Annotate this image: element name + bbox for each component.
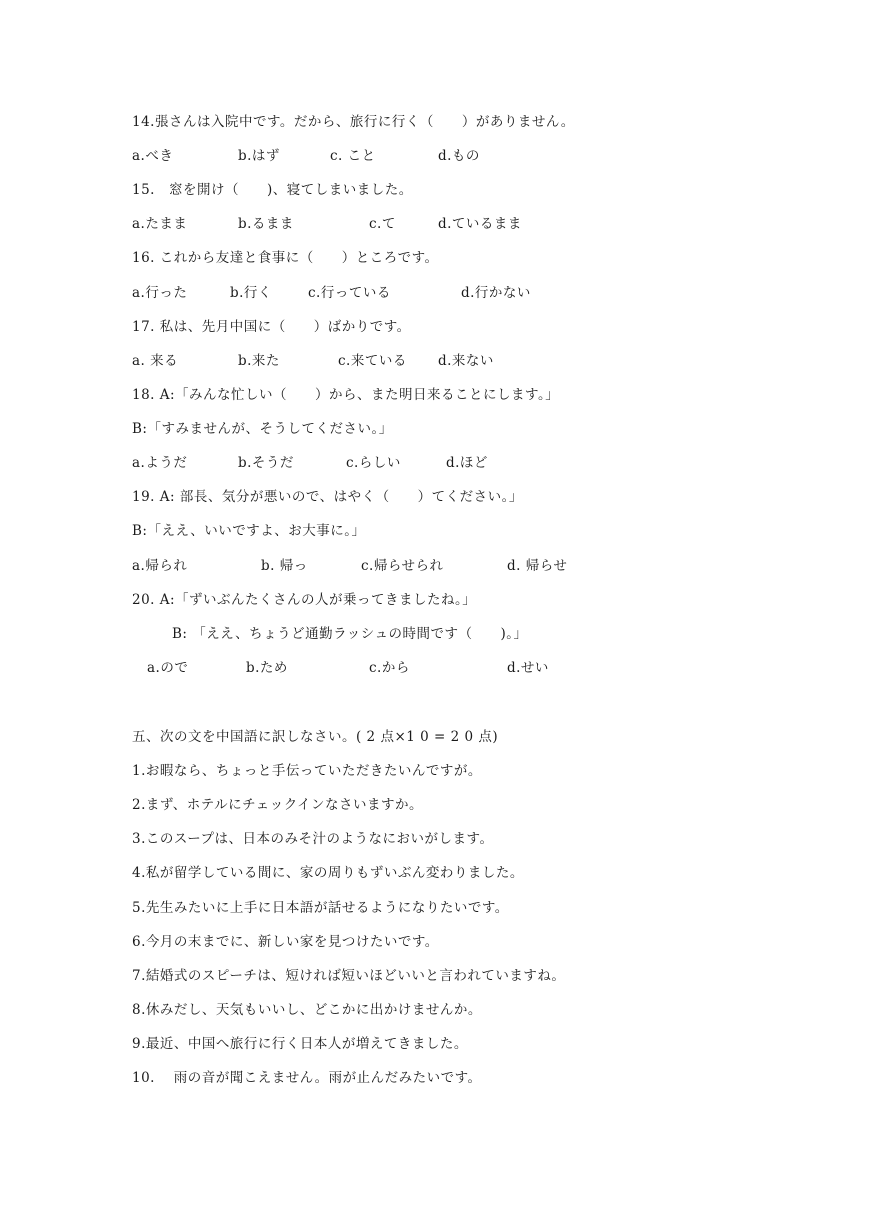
question-19-option-a: a.帰られ xyxy=(132,558,188,574)
question-17-option-c: c.来ている xyxy=(338,353,407,369)
question-15-option-d: d.ているまま xyxy=(438,216,522,232)
question-19-stem-a: 19. A: 部長、気分が悪いので、はやく（ ）てください。」 xyxy=(132,489,523,505)
question-14-option-b: b.はず xyxy=(238,148,280,164)
question-16-option-b: b.行く xyxy=(230,285,272,301)
translation-item-9: 9.最近、中国へ旅行に行く日本人が増えてきました。 xyxy=(132,1036,468,1052)
translation-item-10: 10. 雨の音が聞こえません。雨が止んだみたいです。 xyxy=(132,1070,482,1086)
question-19-option-c: c.帰らせられ xyxy=(361,558,444,574)
question-18-stem-a: 18. A:「みんな忙しい（ ）から、また明日来ることにします。」 xyxy=(132,387,560,403)
question-18-option-c: c.らしい xyxy=(346,455,401,471)
question-15-option-b: b.るまま xyxy=(238,216,294,232)
question-18-option-d: d.ほど xyxy=(446,455,488,471)
translation-item-7: 7.結婚式のスピーチは、短ければ短いほどいいと言われていますね。 xyxy=(132,968,566,984)
question-19-option-b: b. 帰っ xyxy=(261,558,308,574)
question-15-option-a: a.たまま xyxy=(132,216,188,232)
question-18-option-b: b.そうだ xyxy=(238,455,294,471)
question-18-stem-b: B:「すみませんが、そうしてください。」 xyxy=(132,421,393,437)
question-16-option-a: a.行った xyxy=(132,285,188,301)
question-16-stem: 16. これから友達と食事に（ ）ところです。 xyxy=(132,250,439,266)
question-17-option-a: a. 来る xyxy=(132,353,179,369)
question-20-option-c: c.から xyxy=(369,660,410,676)
question-14-option-a: a.べき xyxy=(132,148,174,164)
question-15-stem: 15. 窓を開け（ )、寝てしまいました。 xyxy=(132,182,413,198)
question-20-option-b: b.ため xyxy=(246,660,288,676)
question-19-stem-b: B:「ええ、いいですよ、お大事に。」 xyxy=(132,523,366,539)
question-15-option-c: c.て xyxy=(369,216,396,232)
question-20-option-a: a.ので xyxy=(147,660,189,676)
question-20-stem-b: B: 「ええ、ちょうど通勤ラッシュの時間です（ )。」 xyxy=(172,626,528,642)
question-14-option-c: c. こと xyxy=(330,148,376,164)
translation-item-1: 1.お暇なら、ちょっと手伝っていただきたいんですが。 xyxy=(132,763,482,779)
question-18-option-a: a.ようだ xyxy=(132,455,188,471)
translation-item-5: 5.先生みたいに上手に日本語が話せるようになりたいです。 xyxy=(132,900,509,916)
question-17-option-d: d.来ない xyxy=(438,353,494,369)
section-5-heading: 五、次の文を中国語に訳しなさい。( 2 点×1 0 = 2 0 点) xyxy=(132,729,499,745)
question-14-option-d: d.もの xyxy=(438,148,480,164)
translation-item-2: 2.まず、ホテルにチェックインなさいますか。 xyxy=(132,797,424,813)
translation-item-6: 6.今月の末までに、新しい家を見つけたいです。 xyxy=(132,934,439,950)
translation-item-4: 4.私が留学している間に、家の周りもずいぶん変わりました。 xyxy=(132,865,524,881)
question-20-stem-a: 20. A:「ずいぶんたくさんの人が乗ってきましたね。」 xyxy=(132,592,477,608)
translation-item-8: 8.休みだし、天気もいいし、どこかに出かけませんか。 xyxy=(132,1002,482,1018)
question-14-stem: 14.張さんは入院中です。だから、旅行に行く（ ）がありません。 xyxy=(132,114,575,130)
question-19-option-d: d. 帰らせ xyxy=(507,558,568,574)
question-17-stem: 17. 私は、先月中国に（ ）ばかりです。 xyxy=(132,319,411,335)
question-17-option-b: b.来た xyxy=(238,353,280,369)
translation-item-3: 3.このスープは、日本のみそ汁のようなにおいがします。 xyxy=(132,831,494,847)
question-16-option-d: d.行かない xyxy=(461,285,531,301)
question-16-option-c: c.行っている xyxy=(308,285,391,301)
question-20-option-d: d.せい xyxy=(507,660,549,676)
